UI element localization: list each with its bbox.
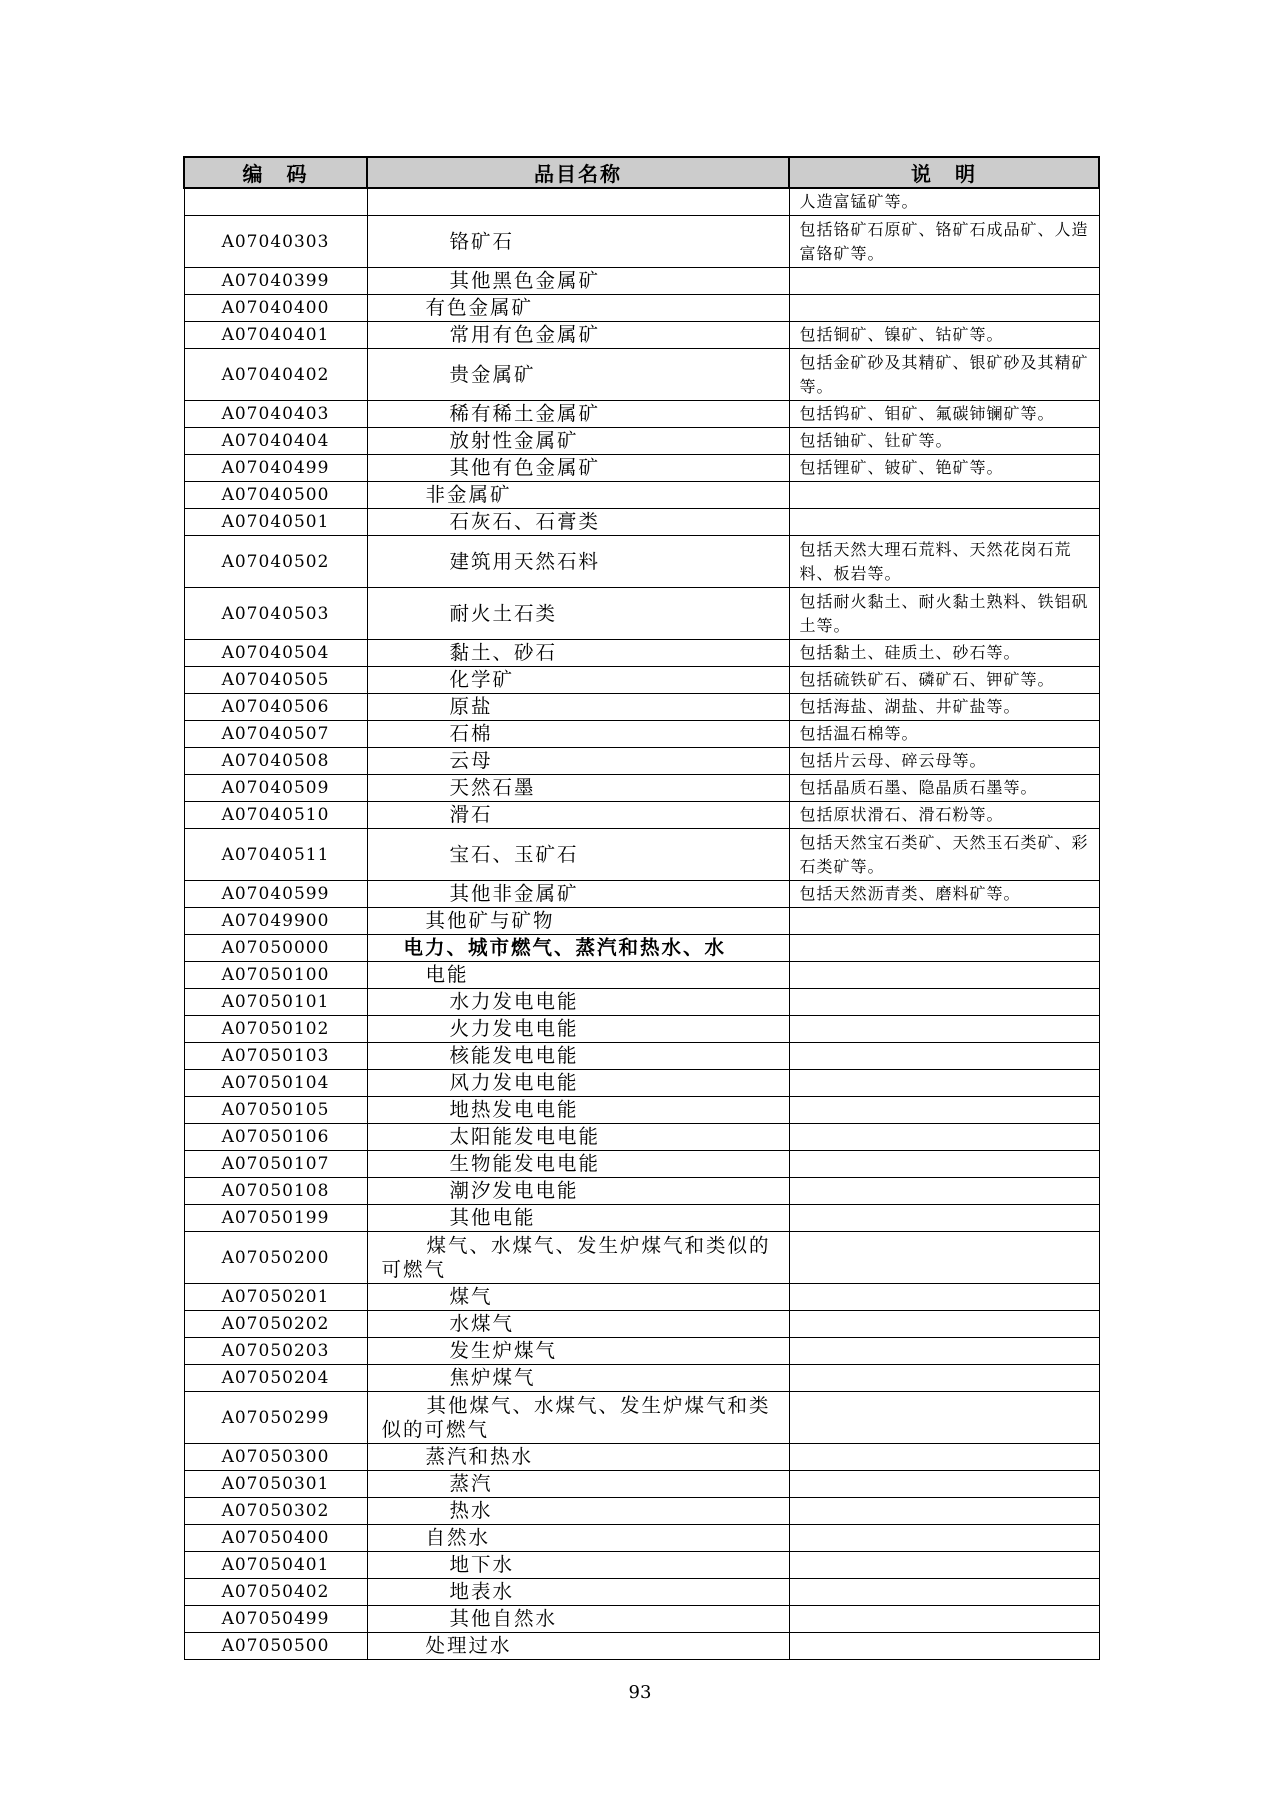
item-note: 包括天然宝石类矿、天然玉石类矿、彩石类矿等。 xyxy=(789,829,1099,881)
header-code: 编 码 xyxy=(184,157,367,188)
table-row xyxy=(184,428,1099,455)
item-name: 潮汐发电电能 xyxy=(367,1178,789,1205)
item-name: 水力发电电能 xyxy=(367,989,789,1016)
table-row xyxy=(184,482,1099,509)
item-note xyxy=(789,908,1099,935)
item-note: 包括海盐、湖盐、井矿盐等。 xyxy=(789,694,1099,721)
item-note: 包括钨矿、钼矿、氟碳铈镧矿等。 xyxy=(789,401,1099,428)
item-name: 原盐 xyxy=(367,694,789,721)
item-name xyxy=(367,188,789,216)
table-row xyxy=(184,1284,1099,1311)
item-name: 水煤气 xyxy=(367,1311,789,1338)
item-code: A07040503 xyxy=(184,588,367,640)
table-row xyxy=(184,667,1099,694)
item-code: A07050102 xyxy=(184,1016,367,1043)
item-code: A07050402 xyxy=(184,1579,367,1606)
item-name: 地热发电电能 xyxy=(367,1097,789,1124)
item-name: 自然水 xyxy=(367,1525,789,1552)
item-note xyxy=(789,1124,1099,1151)
item-note xyxy=(789,1205,1099,1232)
item-code: A07050202 xyxy=(184,1311,367,1338)
item-name: 化学矿 xyxy=(367,667,789,694)
item-name: 煤气、水煤气、发生炉煤气和类似的可燃气 xyxy=(367,1232,789,1284)
item-code: A07050200 xyxy=(184,1232,367,1284)
item-name: 有色金属矿 xyxy=(367,295,789,322)
item-note xyxy=(789,1471,1099,1498)
item-name: 石灰石、石膏类 xyxy=(367,509,789,536)
item-name: 生物能发电电能 xyxy=(367,1151,789,1178)
item-note xyxy=(789,482,1099,509)
item-name: 宝石、玉矿石 xyxy=(367,829,789,881)
item-note xyxy=(789,1633,1099,1660)
item-name: 其他黑色金属矿 xyxy=(367,268,789,295)
item-name: 其他矿与矿物 xyxy=(367,908,789,935)
item-code: A07040399 xyxy=(184,268,367,295)
item-code: A07050199 xyxy=(184,1205,367,1232)
item-name: 蒸汽和热水 xyxy=(367,1444,789,1471)
item-name: 煤气 xyxy=(367,1284,789,1311)
table-row xyxy=(184,401,1099,428)
item-name: 其他自然水 xyxy=(367,1606,789,1633)
item-name: 其他非金属矿 xyxy=(367,881,789,908)
item-code: A07050499 xyxy=(184,1606,367,1633)
item-note: 包括耐火黏土、耐火黏土熟料、铁铝矾土等。 xyxy=(789,588,1099,640)
item-note: 包括温石棉等。 xyxy=(789,721,1099,748)
table-row xyxy=(184,748,1099,775)
table-row xyxy=(184,216,1099,268)
item-note xyxy=(789,1311,1099,1338)
item-note: 人造富锰矿等。 xyxy=(789,188,1099,216)
item-note xyxy=(789,1338,1099,1365)
item-name: 热水 xyxy=(367,1498,789,1525)
item-name: 黏土、砂石 xyxy=(367,640,789,667)
table-row xyxy=(184,1232,1099,1284)
item-note xyxy=(789,1178,1099,1205)
table-row xyxy=(184,1178,1099,1205)
table-row xyxy=(184,1633,1099,1660)
table-row xyxy=(184,989,1099,1016)
item-note xyxy=(789,1552,1099,1579)
item-note xyxy=(789,1043,1099,1070)
item-code: A07050107 xyxy=(184,1151,367,1178)
item-note: 包括原状滑石、滑石粉等。 xyxy=(789,802,1099,829)
table-row xyxy=(184,188,1099,216)
table-row xyxy=(184,588,1099,640)
item-code: A07050201 xyxy=(184,1284,367,1311)
table-row xyxy=(184,721,1099,748)
item-code: A07050300 xyxy=(184,1444,367,1471)
item-note xyxy=(789,1232,1099,1284)
table-row xyxy=(184,1311,1099,1338)
table-row xyxy=(184,1498,1099,1525)
item-name: 其他煤气、水煤气、发生炉煤气和类似的可燃气 xyxy=(367,1392,789,1444)
item-code: A07040506 xyxy=(184,694,367,721)
item-code: A07040505 xyxy=(184,667,367,694)
item-code: A07050105 xyxy=(184,1097,367,1124)
table-header-row xyxy=(184,157,1099,188)
item-code: A07040403 xyxy=(184,401,367,428)
item-name: 蒸汽 xyxy=(367,1471,789,1498)
item-note: 包括硫铁矿石、磷矿石、钾矿等。 xyxy=(789,667,1099,694)
item-name: 石棉 xyxy=(367,721,789,748)
item-code: A07040509 xyxy=(184,775,367,802)
item-name: 焦炉煤气 xyxy=(367,1365,789,1392)
table-row xyxy=(184,802,1099,829)
table-row xyxy=(184,1606,1099,1633)
item-note: 包括铀矿、钍矿等。 xyxy=(789,428,1099,455)
table-row xyxy=(184,1124,1099,1151)
item-note xyxy=(789,962,1099,989)
item-code: A07040303 xyxy=(184,216,367,268)
item-note: 包括锂矿、铍矿、铯矿等。 xyxy=(789,455,1099,482)
item-note xyxy=(789,989,1099,1016)
item-note: 包括天然大理石荒料、天然花岗石荒料、板岩等。 xyxy=(789,536,1099,588)
catalog-table xyxy=(183,156,1100,1660)
item-note xyxy=(789,1365,1099,1392)
item-code: A07050103 xyxy=(184,1043,367,1070)
item-code: A07040400 xyxy=(184,295,367,322)
item-note xyxy=(789,1392,1099,1444)
table-row xyxy=(184,694,1099,721)
table-row xyxy=(184,908,1099,935)
table-row xyxy=(184,1097,1099,1124)
item-code: A07050401 xyxy=(184,1552,367,1579)
item-name: 地表水 xyxy=(367,1579,789,1606)
item-note xyxy=(789,1444,1099,1471)
item-name: 常用有色金属矿 xyxy=(367,322,789,349)
item-note: 包括晶质石墨、隐晶质石墨等。 xyxy=(789,775,1099,802)
item-note xyxy=(789,509,1099,536)
item-note xyxy=(789,1070,1099,1097)
item-name: 天然石墨 xyxy=(367,775,789,802)
item-name: 云母 xyxy=(367,748,789,775)
item-name: 处理过水 xyxy=(367,1633,789,1660)
item-code: A07040404 xyxy=(184,428,367,455)
table-row xyxy=(184,455,1099,482)
item-name: 非金属矿 xyxy=(367,482,789,509)
item-code: A07049900 xyxy=(184,908,367,935)
item-code: A07040402 xyxy=(184,349,367,401)
item-code: A07050104 xyxy=(184,1070,367,1097)
item-name: 风力发电电能 xyxy=(367,1070,789,1097)
item-name: 核能发电电能 xyxy=(367,1043,789,1070)
item-note xyxy=(789,935,1099,962)
table-row xyxy=(184,349,1099,401)
item-note xyxy=(789,1284,1099,1311)
item-note xyxy=(789,295,1099,322)
item-name: 稀有稀土金属矿 xyxy=(367,401,789,428)
item-code: A07050301 xyxy=(184,1471,367,1498)
table-row xyxy=(184,1392,1099,1444)
item-note xyxy=(789,1016,1099,1043)
item-code: A07040504 xyxy=(184,640,367,667)
item-note: 包括铬矿石原矿、铬矿石成品矿、人造富铬矿等。 xyxy=(789,216,1099,268)
table-row xyxy=(184,1444,1099,1471)
table-row xyxy=(184,1525,1099,1552)
table-row xyxy=(184,509,1099,536)
table-row xyxy=(184,1552,1099,1579)
item-note xyxy=(789,1579,1099,1606)
item-code: A07040401 xyxy=(184,322,367,349)
table-row xyxy=(184,1070,1099,1097)
item-name: 电能 xyxy=(367,962,789,989)
item-note: 包括片云母、碎云母等。 xyxy=(789,748,1099,775)
item-code: A07050400 xyxy=(184,1525,367,1552)
table-row xyxy=(184,1151,1099,1178)
item-code: A07050106 xyxy=(184,1124,367,1151)
item-name: 滑石 xyxy=(367,802,789,829)
item-code: A07050108 xyxy=(184,1178,367,1205)
header-name: 品目名称 xyxy=(367,157,789,188)
table-row xyxy=(184,1365,1099,1392)
item-note xyxy=(789,1151,1099,1178)
item-name: 耐火土石类 xyxy=(367,588,789,640)
item-code: A07050101 xyxy=(184,989,367,1016)
item-name: 电力、城市燃气、蒸汽和热水、水 xyxy=(367,935,789,962)
table-row xyxy=(184,1016,1099,1043)
table-row xyxy=(184,1205,1099,1232)
item-name: 火力发电电能 xyxy=(367,1016,789,1043)
table-row xyxy=(184,536,1099,588)
item-name: 贵金属矿 xyxy=(367,349,789,401)
item-name: 其他有色金属矿 xyxy=(367,455,789,482)
item-note: 包括天然沥青类、磨料矿等。 xyxy=(789,881,1099,908)
table-row xyxy=(184,322,1099,349)
item-note: 包括黏土、硅质土、砂石等。 xyxy=(789,640,1099,667)
item-code: A07050299 xyxy=(184,1392,367,1444)
item-code: A07050204 xyxy=(184,1365,367,1392)
item-code: A07040507 xyxy=(184,721,367,748)
item-code: A07040500 xyxy=(184,482,367,509)
item-code: A07040511 xyxy=(184,829,367,881)
table-row xyxy=(184,775,1099,802)
page-number: 93 xyxy=(628,1682,652,1703)
item-name: 建筑用天然石料 xyxy=(367,536,789,588)
item-note xyxy=(789,1097,1099,1124)
table-row xyxy=(184,1579,1099,1606)
table-row xyxy=(184,268,1099,295)
table-row xyxy=(184,829,1099,881)
item-name: 放射性金属矿 xyxy=(367,428,789,455)
item-code: A07050100 xyxy=(184,962,367,989)
item-code: A07050000 xyxy=(184,935,367,962)
item-name: 发生炉煤气 xyxy=(367,1338,789,1365)
item-code xyxy=(184,188,367,216)
item-note: 包括铜矿、镍矿、钴矿等。 xyxy=(789,322,1099,349)
item-code: A07040502 xyxy=(184,536,367,588)
item-name: 地下水 xyxy=(367,1552,789,1579)
item-note xyxy=(789,1606,1099,1633)
table-row xyxy=(184,962,1099,989)
table-row xyxy=(184,935,1099,962)
item-code: A07050203 xyxy=(184,1338,367,1365)
item-code: A07040499 xyxy=(184,455,367,482)
item-note xyxy=(789,1498,1099,1525)
item-code: A07040501 xyxy=(184,509,367,536)
item-name: 太阳能发电电能 xyxy=(367,1124,789,1151)
table-row xyxy=(184,1338,1099,1365)
item-note xyxy=(789,1525,1099,1552)
item-code: A07040599 xyxy=(184,881,367,908)
header-note: 说 明 xyxy=(789,157,1099,188)
table-body xyxy=(184,188,1099,1660)
item-code: A07050500 xyxy=(184,1633,367,1660)
table-row xyxy=(184,881,1099,908)
item-note: 包括金矿砂及其精矿、银矿砂及其精矿等。 xyxy=(789,349,1099,401)
table-row xyxy=(184,1471,1099,1498)
table-row xyxy=(184,295,1099,322)
table-row xyxy=(184,640,1099,667)
item-note xyxy=(789,268,1099,295)
item-code: A07040508 xyxy=(184,748,367,775)
table-row xyxy=(184,1043,1099,1070)
item-name: 铬矿石 xyxy=(367,216,789,268)
item-code: A07050302 xyxy=(184,1498,367,1525)
item-code: A07040510 xyxy=(184,802,367,829)
item-name: 其他电能 xyxy=(367,1205,789,1232)
